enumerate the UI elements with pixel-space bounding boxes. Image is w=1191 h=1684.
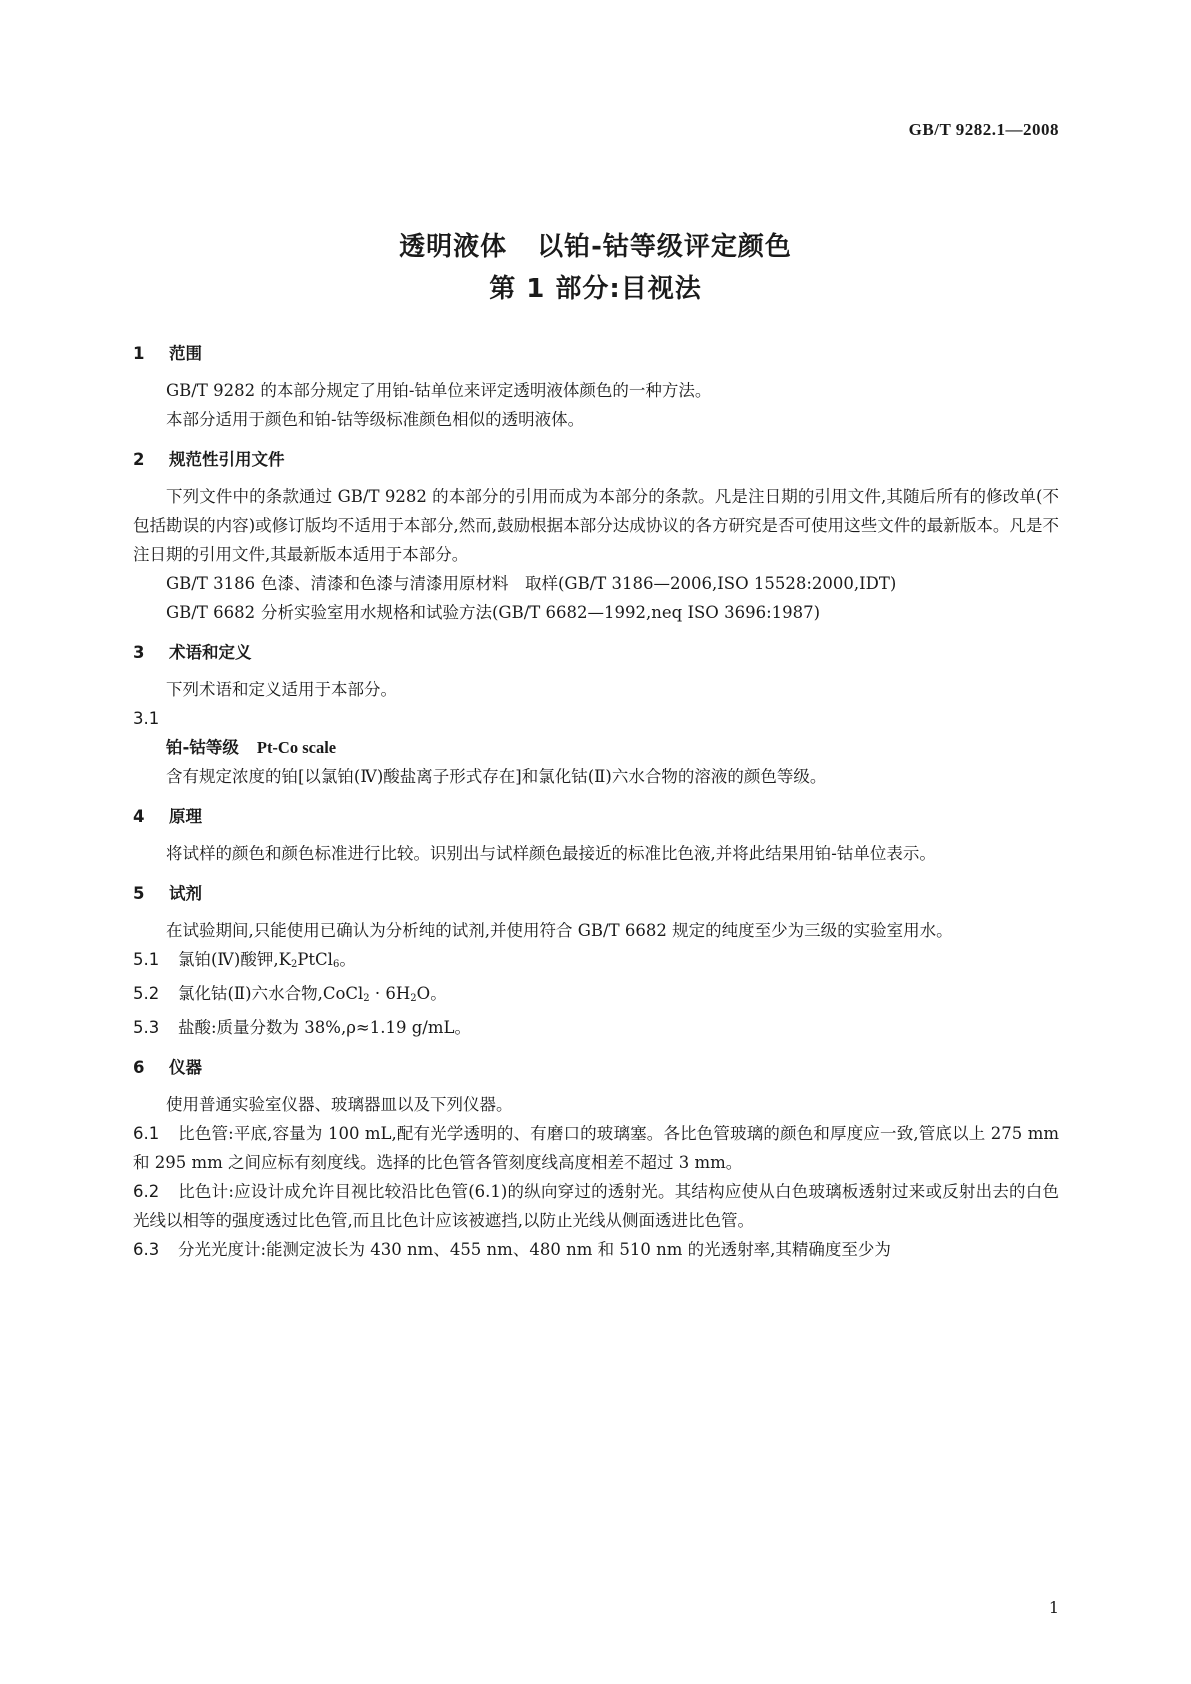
item-number: 6.2 xyxy=(133,1182,160,1201)
item-text: 比色管:平底,容量为 100 mL,配有光学透明的、有磨口的玻璃塞。各比色管玻璃的颜色和厚度应一致,管底以上 275 mm 和 295 mm 之间应标有刻度线。选择的比色管各管刻度线高度相差不超过 3 mm。 xyxy=(133,1124,1059,1172)
page-number: 1 xyxy=(1048,1598,1059,1617)
section-number: 6 xyxy=(133,1058,145,1077)
paragraph: 下列文件中的条款通过 GB/T 9282 的本部分的引用而成为本部分的条款。凡是注日期的引用文件,其随后所有的修改单(不包括勘误的内容)或修订版均不适用于本部分,然而,鼓励根据本部分达成协议的各方研究是否可使用这些文件的最新版本。凡是不注日期的引用文件,其最新版本适用于本部分。 xyxy=(133,487,1059,564)
section-heading-terms-definitions xyxy=(133,639,1059,663)
paragraph: 在试验期间,只能使用已确认为分析纯的试剂,并使用符合 GB/T 6682 规定的纯度至少为三级的实验室用水。 xyxy=(166,921,953,940)
reagent-item: 5.1 氯铂(Ⅳ)酸钾$,K_2PtCl_6$。 xyxy=(133,945,1059,979)
section-number: 5 xyxy=(133,884,145,903)
section-heading-apparatus xyxy=(133,1054,1059,1078)
section-heading-scope xyxy=(133,340,1059,364)
item-text: 比色计:应设计成允许目视比较沿比色管(6.1)的纵向穿过的透射光。其结构应使从白色玻璃板透射过来或反射出去的白色光线以相等的强度透过比色管,而且比色计应该被遮挡,以防止光线从侧面透进比色管。 xyxy=(133,1182,1059,1230)
title-part-b: 以铂-钴等级评定颜色 xyxy=(537,232,792,262)
reagent-item xyxy=(133,1013,1059,1042)
item-number: 6.1 xyxy=(133,1124,160,1143)
paragraph: 将试样的颜色和颜色标准进行比较。识别出与试样颜色最接近的标准比色液,并将此结果用铂-钴单位表示。 xyxy=(166,844,936,863)
reference-code: GB/T 6682 xyxy=(166,603,256,622)
subscript: 2 xyxy=(363,993,370,1004)
term-entry xyxy=(166,733,1059,762)
section-heading-normative-references xyxy=(133,446,1059,470)
apparatus-item xyxy=(133,1177,1059,1235)
reagent-item: 5.2 氯化钴(Ⅱ)六水合物,CoCl$_2$ · $6H_2O$。 xyxy=(133,979,1059,1013)
term-english: Pt-Co scale xyxy=(256,738,337,757)
item-text: 盐酸:质量分数为 38%,ρ≈1.19 g/mL。 xyxy=(178,1018,471,1037)
subscript: 2 xyxy=(410,993,417,1004)
paragraph: 下列术语和定义适用于本部分。 xyxy=(166,680,397,699)
apparatus-item xyxy=(133,1119,1059,1177)
section-number: 4 xyxy=(133,807,145,826)
reference-item xyxy=(166,569,1059,598)
subscript: 2 xyxy=(290,959,298,970)
standard-code: GB/T 9282.1—2008 xyxy=(908,120,1059,139)
reference-text: 色漆、清漆和色漆与清漆用原材料 取样(GB/T 3186—2006,ISO 15528:2000,IDT) xyxy=(261,574,897,593)
item-number: 5.1 xyxy=(133,950,160,969)
section-heading-reagents xyxy=(133,880,1059,904)
item-number: 5.3 xyxy=(133,1018,160,1037)
item-number: 5.2 xyxy=(133,984,160,1003)
item-text: 氯化钴(Ⅱ)六水合物,CoCl xyxy=(178,984,364,1003)
item-text: 氯铂(Ⅳ)酸钾,K xyxy=(178,950,291,969)
paragraph: 使用普通实验室仪器、玻璃器皿以及下列仪器。 xyxy=(166,1095,513,1114)
apparatus-item xyxy=(133,1235,1059,1264)
section-title: 规范性引用文件 xyxy=(169,450,285,469)
item-number: 6.3 xyxy=(133,1240,160,1259)
section-number: 3 xyxy=(133,643,145,662)
reference-text: 分析实验室用水规格和试验方法(GB/T 6682—1992,neq ISO 3696:1987) xyxy=(261,603,821,622)
section-number: 2 xyxy=(133,450,145,469)
reference-code: GB/T 3186 xyxy=(166,574,256,593)
document-body xyxy=(133,340,1059,1264)
reference-item xyxy=(166,598,1059,627)
title-part-a: 透明液体 xyxy=(399,232,508,262)
section-title: 原理 xyxy=(169,807,202,826)
term-chinese: 铂-钴等级 xyxy=(166,738,239,757)
section-title: 范围 xyxy=(169,344,202,363)
item-text: 分光光度计:能测定波长为 430 nm、455 nm、480 nm 和 510 nm 的光透射率,其精确度至少为 xyxy=(178,1240,891,1259)
document-title-line1 xyxy=(0,226,1191,263)
section-title: 仪器 xyxy=(169,1058,202,1077)
paragraph: GB/T 9282 的本部分规定了用铂-钴单位来评定透明液体颜色的一种方法。 xyxy=(166,381,712,400)
section-title: 试剂 xyxy=(169,884,202,903)
document-title-line2: 第 1 部分:目视法 xyxy=(489,274,702,304)
term-number: 3.1 xyxy=(133,709,160,728)
section-number: 1 xyxy=(133,344,145,363)
term-definition: 含有规定浓度的铂[以氯铂(Ⅳ)酸盐离子形式存在]和氯化钴(Ⅱ)六水合物的溶液的颜色等级。 xyxy=(166,767,827,786)
section-title: 术语和定义 xyxy=(169,643,252,662)
subscript: 6 xyxy=(332,959,340,970)
section-heading-principle xyxy=(133,803,1059,827)
paragraph: 本部分适用于颜色和铂-钴等级标准颜色相似的透明液体。 xyxy=(166,410,585,429)
